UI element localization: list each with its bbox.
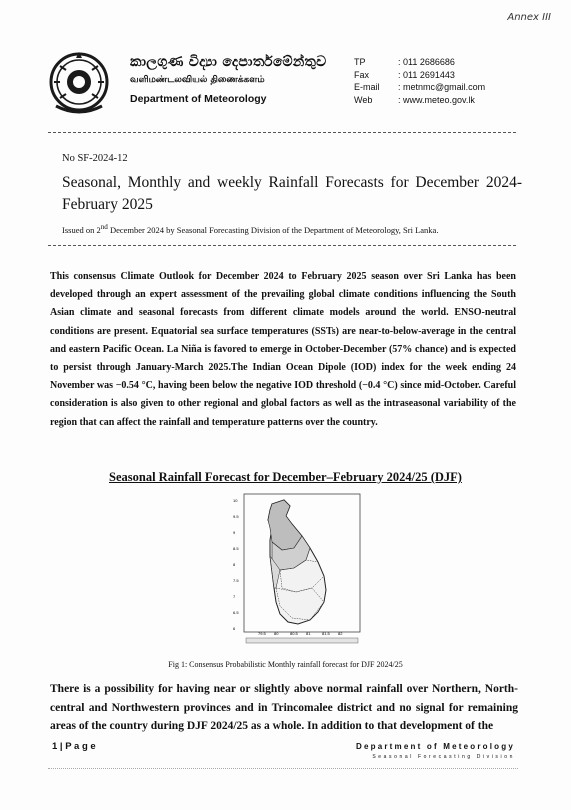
department-name-english: Department of Meteorology bbox=[130, 93, 267, 105]
contact-row-tp bbox=[354, 56, 485, 69]
map-y-tick: 6.5 bbox=[233, 610, 239, 615]
header-divider bbox=[48, 132, 516, 133]
contact-value[interactable]: : metnmc@gmail.com bbox=[398, 82, 486, 92]
map-x-tick: 79.5 bbox=[258, 631, 266, 636]
footer-department-name: Department of Meteorology bbox=[355, 742, 515, 751]
contact-row-email bbox=[354, 81, 485, 94]
map-y-tick: 9 bbox=[233, 530, 236, 535]
contact-key: Fax bbox=[354, 69, 370, 80]
department-name-sinhala: කාලගුණ විද්‍යා දෙපාර්තමේන්තුව bbox=[130, 54, 327, 70]
contact-value: : 011 2691443 bbox=[398, 69, 455, 80]
map-y-tick: 7.5 bbox=[233, 578, 239, 583]
map-x-tick: 80 bbox=[274, 631, 279, 636]
intro-paragraph: This consensus Climate Outlook for December 2024 to February 2025 season over Sri Lanka has been developed through an expert assessment of the prevailing global climate conditions influencing the South Asian climate and seasonal forecasts from different climate models around the world. ENSO-neutral conditions are present. Equatorial sea surface temperatures (SSTs) are near-to-below-average in the central and eastern Pacific Ocean. La Niña is favored to emerge in October-December (57% chance) and is expected to persist through January-March 2025.The Indian Ocean Dipole (IOD) index for the week ending 24 November was −0.54 °C, having been below the negative IOD threshold (−0.4 °C) since mid-October. Careful consideration is also given to other regional and global factors as well as the intraseasonal variability of the region that can affect the rainfall and temperature patterns over the country. bbox=[50, 271, 516, 428]
forecast-paragraph: There is a possibility for having near or slightly above normal rainfall over Northern, North-central and Northwestern provinces and in Trincomalee district and no signal for remaining areas of the country during DJF 2024/25 as a whole. In addition to that development of the bbox=[50, 683, 518, 732]
contact-key: TP bbox=[354, 57, 366, 67]
issued-suffix: December 2024 by Seasonal Forecasting Division of the Department of Meteorology, Sri Lanka. bbox=[107, 224, 439, 235]
map-y-tick: 8.5 bbox=[233, 546, 239, 551]
title-divider bbox=[48, 245, 516, 246]
letterhead bbox=[48, 48, 518, 126]
map-x-tick: 82 bbox=[338, 631, 343, 636]
contact-key: Web bbox=[354, 94, 373, 105]
map-y-tick: 10 bbox=[233, 498, 238, 503]
map-x-tick: 81.5 bbox=[322, 631, 330, 636]
map-x-tick: 80.5 bbox=[290, 631, 298, 636]
map-y-tick: 7 bbox=[233, 594, 236, 599]
contact-row-web bbox=[354, 94, 485, 107]
map-y-tick: 6 bbox=[233, 626, 236, 631]
issued-sup: nd bbox=[100, 223, 108, 231]
footer-division-name: Seasonal Forecasting Division bbox=[372, 754, 515, 760]
scan-edge-line bbox=[48, 768, 518, 769]
department-name-block bbox=[130, 54, 327, 105]
figure-caption: Fig 1: Consensus Probabilistic Monthly rainfall forecast for DJF 2024/25 bbox=[168, 660, 403, 669]
document-number: No SF-2024-12 bbox=[62, 153, 128, 164]
department-emblem-icon bbox=[48, 48, 110, 118]
document-title: Seasonal, Monthly and weekly Rainfall Forecasts for December 2024-February 2025 bbox=[62, 174, 522, 213]
contact-value: : 011 2686686 bbox=[398, 57, 455, 67]
issued-line bbox=[62, 223, 522, 235]
map-x-tick: 81 bbox=[306, 631, 311, 636]
map-y-tick: 8 bbox=[233, 562, 236, 567]
contact-details bbox=[354, 56, 485, 106]
map-y-tick: 9.5 bbox=[233, 514, 239, 519]
issued-prefix: Issued on 2 bbox=[62, 224, 101, 235]
contact-key: E-mail bbox=[354, 82, 380, 92]
rainfall-forecast-map bbox=[232, 492, 364, 652]
page-number: 1 | P a g e bbox=[52, 741, 96, 752]
footer-department bbox=[356, 742, 515, 760]
section-title: Seasonal Rainfall Forecast for December–February 2024/25 (DJF) bbox=[109, 470, 462, 484]
contact-row-fax bbox=[354, 69, 485, 82]
map-y-tick-labels bbox=[233, 498, 239, 631]
contact-value[interactable]: : www.meteo.gov.lk bbox=[398, 94, 475, 105]
department-name-tamil: வளிமண்டலவியல் திணைக்களம் bbox=[130, 75, 265, 85]
annex-label: Annex III bbox=[507, 12, 551, 23]
